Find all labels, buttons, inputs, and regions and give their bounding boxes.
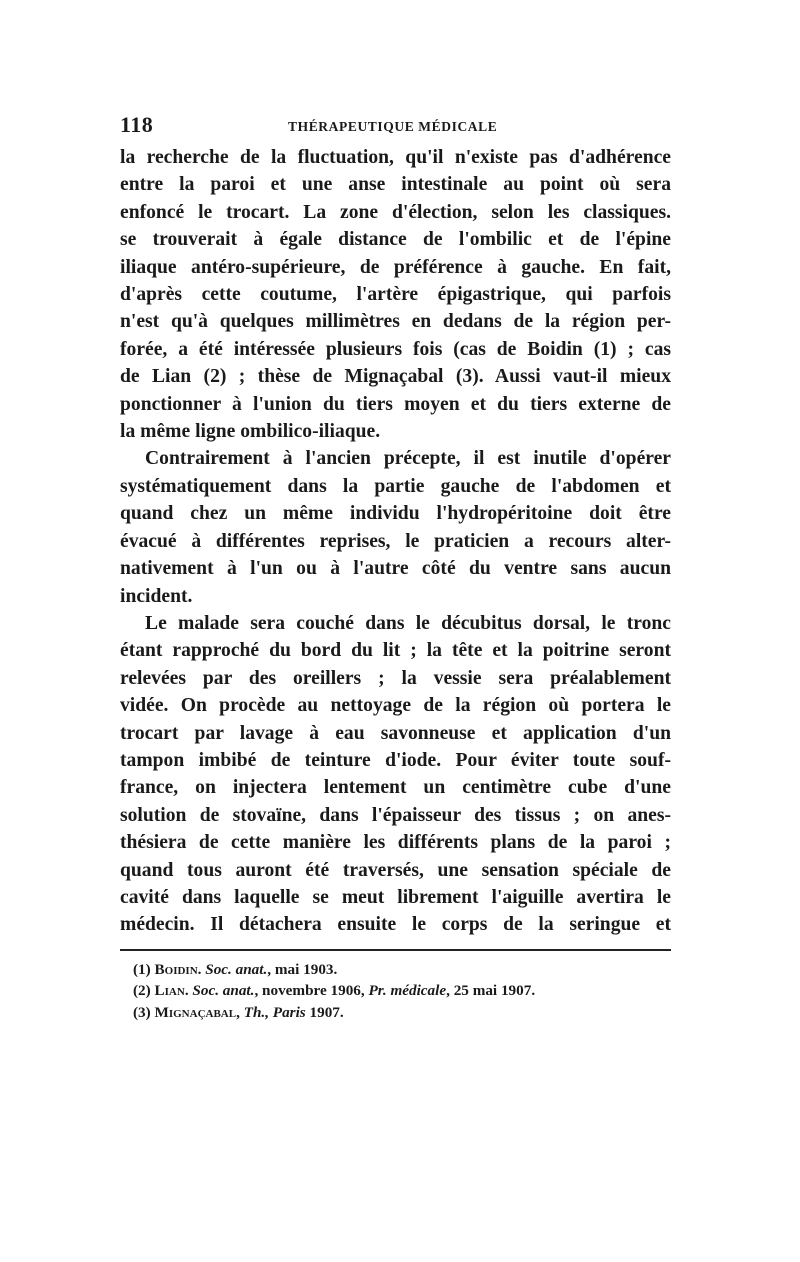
- text-line: solution de stovaïne, dans l'épaisseur des tissus ; on anes-: [120, 804, 671, 826]
- text-line: étant rapproché du bord du lit ; la tête et la poitrine seront: [120, 640, 671, 662]
- text-line: la recherche de la fluctuation, qu'il n'existe pas d'adhérence: [120, 147, 671, 168]
- footnote-journal-2: Pr. médicale: [368, 982, 447, 1000]
- paragraph-1: [120, 144, 671, 445]
- footnote-author: Boidin.: [154, 960, 202, 978]
- text-line: médecin. Il détachera ensuite le corps de la seringue et: [120, 914, 671, 936]
- footnote-date: , novembre 1906,: [254, 982, 369, 1000]
- footnote-author: Lian.: [154, 982, 189, 1000]
- text-line: iliaque antéro-supérieure, de préférence à gauche. En fait,: [120, 256, 671, 278]
- footnote-journal: Soc. anat.: [192, 982, 255, 1000]
- text-line: Le malade sera couché dans le décubitus dorsal, le tronc: [145, 612, 671, 634]
- text-line: ponctionner à l'union du tiers moyen et du tiers externe de: [120, 393, 671, 415]
- footnote-journal: Th., Paris: [243, 1003, 306, 1021]
- footnote-3: [133, 1002, 671, 1024]
- text-line: enfoncé le trocart. La zone d'élection, selon les classiques.: [120, 201, 671, 223]
- text-line: vidée. On procède au nettoyage de la région où portera le: [120, 695, 671, 717]
- text-line: tampon imbibé de teinture d'iode. Pour éviter toute souf-: [120, 749, 671, 771]
- text-line: d'après cette coutume, l'artère épigastrique, qui parfois: [120, 284, 671, 306]
- body-text: [120, 144, 671, 939]
- text-line: france, on injectera lentement un centimètre cube d'une: [120, 777, 671, 799]
- text-line: nativement à l'un ou à l'autre côté du ventre sans aucun: [120, 558, 671, 580]
- text-line: de Lian (2) ; thèse de Mignaçabal (3). Aussi vaut-il mieux: [120, 366, 671, 388]
- footnotes: [120, 959, 671, 1024]
- text-line: quand tous auront été traversés, une sensation spéciale de: [120, 859, 671, 881]
- text-line: systématiquement dans la partie gauche de l'abdomen et: [120, 475, 671, 497]
- footnote-number: (3): [133, 1003, 151, 1021]
- footnote-journal: Soc. anat.: [205, 960, 268, 978]
- footnote-number: (1): [133, 960, 151, 978]
- text-line: Contrairement à l'ancien précepte, il est inutile d'opérer: [145, 448, 671, 470]
- text-line: cavité dans laquelle se meut librement l'aiguille avertira le: [120, 886, 671, 908]
- page-number: 118: [120, 112, 154, 137]
- text-line: trocart par lavage à eau savonneuse et application d'un: [120, 722, 671, 744]
- footnote-date-2: , 25 mai 1907.: [446, 982, 536, 1000]
- paragraph-3: [120, 610, 671, 939]
- footnote-1: [133, 959, 671, 981]
- text-line: entre la paroi et une anse intestinale au point où sera: [120, 174, 671, 196]
- text-line: quand chez un même individu l'hydropéritoine doit être: [120, 503, 671, 525]
- running-title: THÉRAPEUTIQUE MÉDICALE: [288, 119, 498, 134]
- footnote-author: Mignaçabal,: [154, 1003, 240, 1021]
- text-line: évacué à différentes reprises, le praticien a recours alter-: [120, 530, 671, 552]
- running-head: [120, 112, 671, 142]
- book-page: [120, 112, 671, 1023]
- text-line: relevées par des oreillers ; la vessie sera préalablement: [120, 667, 671, 689]
- footnote-date: , mai 1903.: [267, 960, 338, 978]
- footnote-number: (2): [133, 982, 151, 1000]
- footnote-2: [133, 980, 671, 1002]
- text-line: la même ligne ombilico-iliaque.: [120, 421, 381, 443]
- text-line: thésiera de cette manière les différents plans de la paroi ;: [120, 832, 671, 854]
- text-line: n'est qu'à quelques millimètres en dedans de la région per-: [120, 311, 671, 333]
- text-line: incident.: [120, 585, 193, 607]
- paragraph-2: [120, 445, 671, 609]
- footnote-rule: [120, 949, 671, 951]
- text-line: forée, a été intéressée plusieurs fois (cas de Boidin (1) ; cas: [120, 338, 671, 360]
- text-line: se trouverait à égale distance de l'ombilic et de l'épine: [120, 229, 671, 251]
- footnote-date: 1907.: [305, 1003, 344, 1021]
